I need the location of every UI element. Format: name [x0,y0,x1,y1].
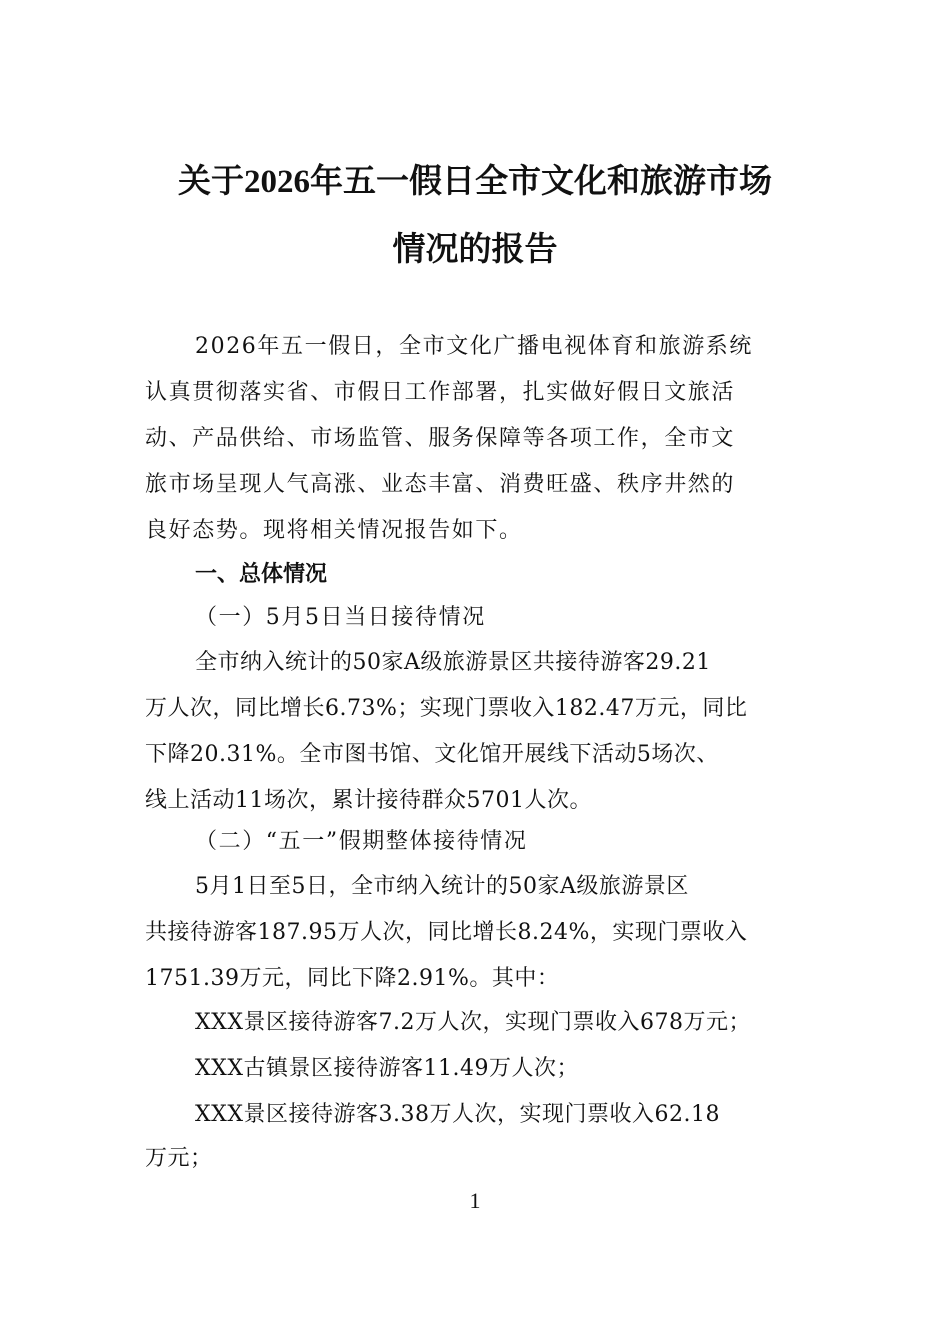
scenic-spot-item-continuation: 万元； [145,1146,213,1171]
scenic-spot-item: XXX古镇景区接待游客11.49万人次； [195,1056,579,1081]
section-heading-overview: 一、总体情况 [195,562,328,587]
document-title-line-1: 关于2026年五一假日全市文化和旅游市场 [178,164,772,200]
subsection-paragraph-line: 万人次，同比增长6.73%；实现门票收入182.47万元，同比 [145,696,748,721]
intro-paragraph-line: 旅市场呈现人气高涨、业态丰富、消费旺盛、秩序井然的 [145,472,736,497]
subsection-paragraph-line: 全市纳入统计的50家A级旅游景区共接待游客29.21 [195,650,711,675]
subsection-heading-may5: （一）5月5日当日接待情况 [195,605,486,630]
subsection-paragraph-line: 线上活动11场次，累计接待群众5701人次。 [145,788,592,813]
intro-paragraph-line: 2026年五一假日，全市文化广播电视体育和旅游系统 [195,334,753,359]
document-title-line-2: 情况的报告 [392,232,558,268]
subsection-paragraph-line: 1751.39万元，同比下降2.91%。其中： [145,966,560,991]
subsection-paragraph-line: 下降20.31%。全市图书馆、文化馆开展线下活动5场次、 [145,742,719,767]
intro-paragraph-line: 动、产品供给、市场监管、服务保障等各项工作，全市文 [145,426,736,451]
subsection-paragraph-line: 共接待游客187.95万人次，同比增长8.24%，实现门票收入 [145,920,748,945]
intro-paragraph-line: 认真贯彻落实省、市假日工作部署，扎实做好假日文旅活 [145,380,736,405]
subsection-paragraph-line: 5月1日至5日，全市纳入统计的50家A级旅游景区 [195,874,689,899]
subsection-heading-holiday: （二）“五一”假期整体接待情况 [195,829,528,854]
scenic-spot-item: XXX景区接待游客7.2万人次，实现门票收入678万元； [195,1010,751,1035]
intro-paragraph-line: 良好态势。现将相关情况报告如下。 [145,518,523,543]
scenic-spot-item: XXX景区接待游客3.38万人次，实现门票收入62.18 [195,1102,720,1127]
page-number: 1 [469,1188,481,1213]
